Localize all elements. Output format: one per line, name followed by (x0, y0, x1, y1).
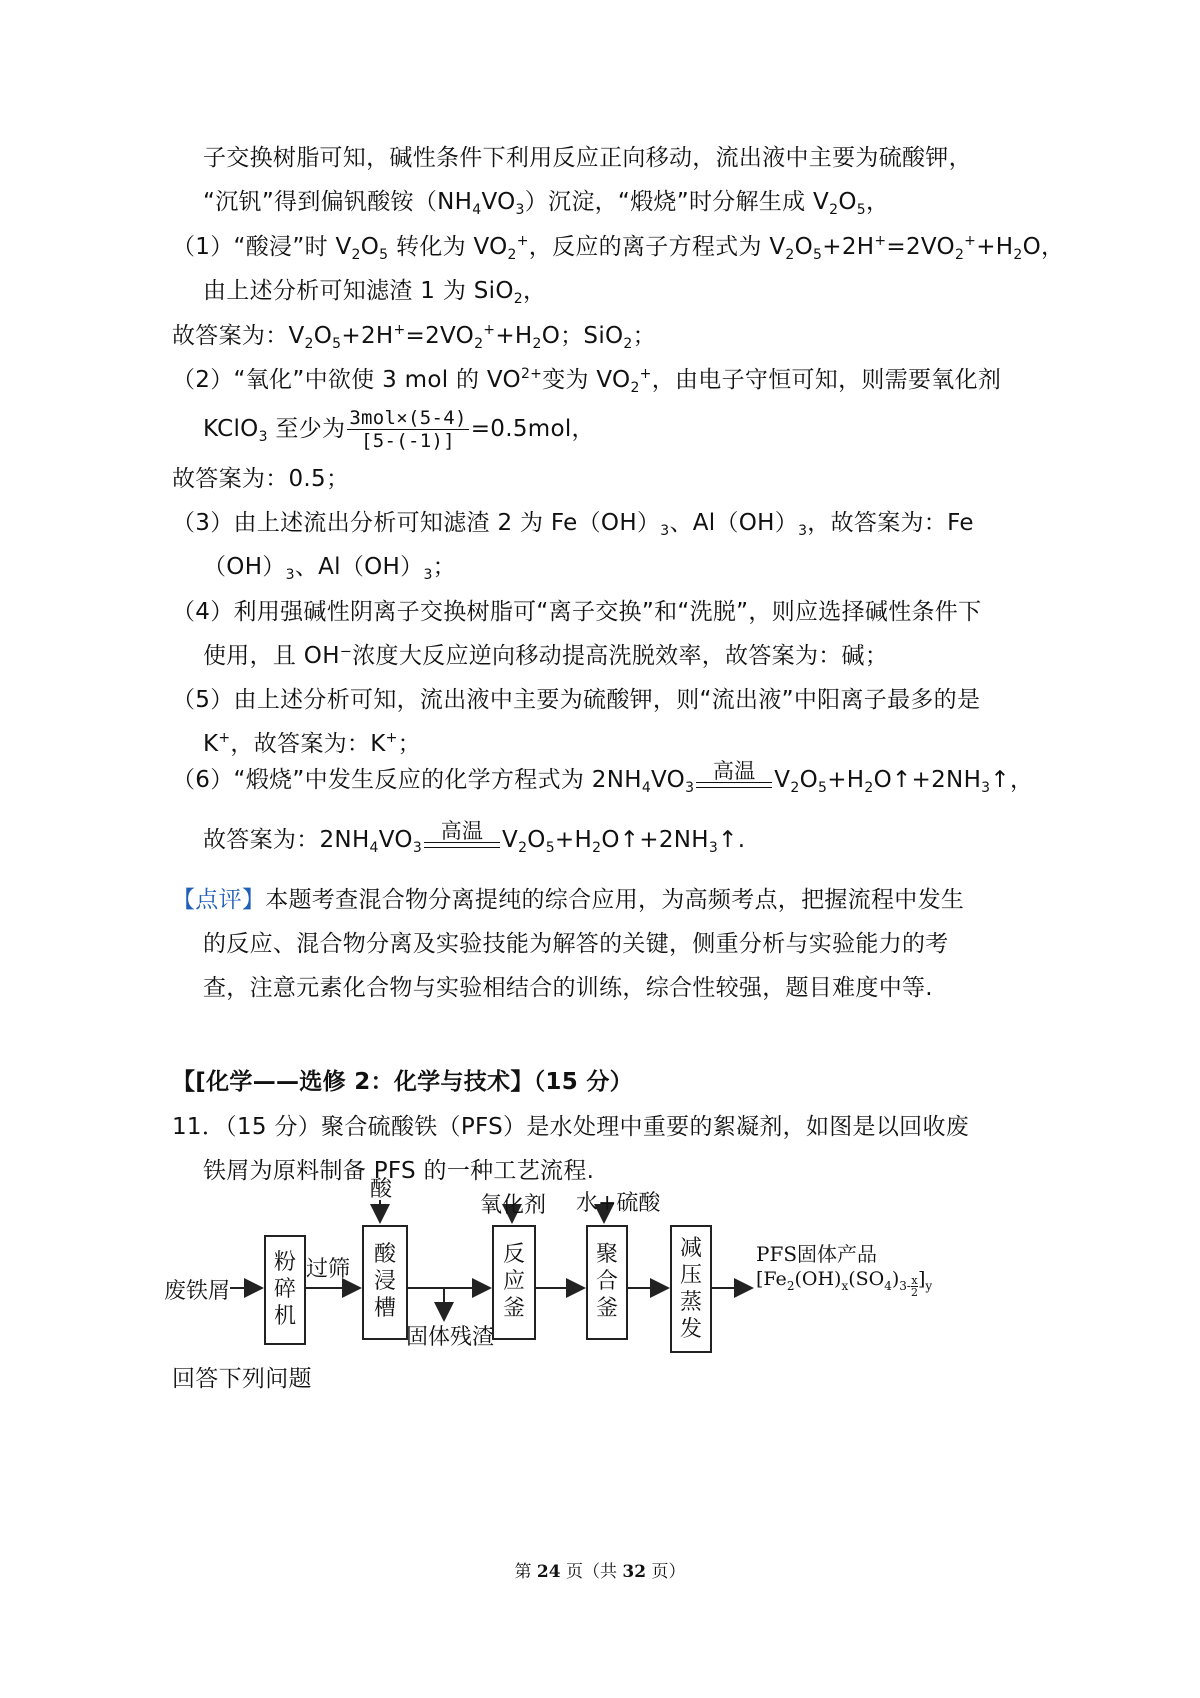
answer-q4-line1: （4）利用强碱性阴离子交换树脂可“离子交换”和“洗脱”，则应选择碱性条件下 (172, 599, 982, 625)
answer-q6-line1: （6）“煅烧”中发生反应的化学方程式为 $2NH_4VO_3$ 高温 $V_2O_5+H_2O↑+2NH_3↑$， (172, 759, 1034, 796)
answer-q1-line2: 由上述分析可知滤渣 1 为 SiO$_2$， (203, 278, 547, 307)
closing-prompt: 回答下列问题 (172, 1366, 312, 1392)
flow-oxidant-label: 氧化剂 (480, 1193, 547, 1218)
answer-q5-line1: （5）由上述分析可知，流出液中主要为硫酸钾，则“流出液”中阳离子最多的是 (172, 687, 981, 713)
flow-box-evaporator: 减压蒸发 (670, 1225, 712, 1353)
flow-product-label: PFS固体产品 (756, 1242, 878, 1266)
flow-residue-label: 固体残渣 (406, 1325, 495, 1350)
answer-q2-final: 故答案为：0.5； (172, 466, 350, 492)
flow-water-acid-label: 水+硫酸 (576, 1191, 661, 1216)
answer-q1-final: 故答案为：$V_2O_5+2H^+=2VO_2^++H_2O$；SiO$_2$； (172, 322, 656, 352)
flow-acid-label: 酸 (370, 1177, 393, 1202)
question-11-line2: 铁屑为原料制备 PFS 的一种工艺流程. (203, 1158, 595, 1184)
review-line1: 【点评】本题考查混合物分离提纯的综合应用，为高频考点，把握流程中发生 (172, 887, 965, 913)
review-tag: 【点评】 (172, 887, 266, 913)
answer-q3-line1: （3）由上述流出分析可知滤渣 2 为 $Fe(OH)_3$、$Al(OH)_3$，故答案为：Fe (172, 510, 974, 539)
electron-fraction: $\frac{\text{3mol×(5-4)}}{[5-(-1)]}$ (349, 407, 467, 452)
solution-intro-line2: “沉钒”得到偏钒酸铵$(NH_4VO_3)$沉淀，“煅烧”时分解生成 $V_2O_5$， (203, 189, 890, 218)
answer-q6-final: 故答案为：$2NH_4VO_3$ 高温 $V_2O_5+H_2O↑+2NH_3↑$. (203, 819, 746, 856)
flow-box-leaching-tank: 酸浸槽 (362, 1225, 408, 1340)
solution-intro-line1: 子交换树脂可知，碱性条件下利用反应正向移动，流出液中主要为硫酸钾， (203, 145, 972, 171)
page-footer: 第 24 页（共 32 页） (514, 1562, 686, 1582)
section-title: 【[化学——选修 2：化学与技术】（15 分） (172, 1069, 633, 1095)
process-flow-diagram (164, 1177, 1010, 1360)
flow-product-formula: [$Fe_2(OH)_x(SO_4)_{3- \frac{x}{2}}$ ]$_y$ (756, 1268, 933, 1299)
flow-input-label: 废铁屑 (164, 1279, 231, 1304)
reaction-condition-arrow: 高温 (424, 820, 500, 856)
answer-q5-line2: K+，故答案为：K+； (203, 730, 421, 757)
answer-q4-line2: 使用，且 OH⁻浓度大反应逆向移动提高洗脱效率，故答案为：碱； (203, 643, 889, 669)
reaction-condition-arrow: 高温 (696, 760, 772, 796)
answer-q2-line2: KClO$_3$ 至少为 $\frac{\text{3mol×(5-4)}}{[5-(-1)]}$ =0.5mol， (203, 407, 595, 452)
answer-q1-line1: （1）“酸浸”时 $V_2O_5$ 转化为 $VO_2^+$，反应的离子方程式为 $V_2O_5+2H^+=2VO_2^++H_2O$， (172, 233, 1065, 263)
review-line3: 查，注意元素化合物与实验相结合的训练，综合性较强，题目难度中等. (203, 975, 933, 1001)
review-line2: 的反应、混合物分离及实验技能为解答的关键，侧重分析与实验能力的考 (203, 931, 949, 957)
flow-sieve-label: 过筛 (306, 1257, 351, 1282)
answer-q3-line2: $(OH)_3$、$Al(OH)_3$； (203, 554, 456, 583)
answer-q2-line1: （2）“氧化”中欲使 3 mol 的 $VO^{2+}$变为 $VO_2^+$，由电子守恒可知，则需要氧化剂 (172, 366, 1002, 396)
flow-box-polymerizer: 聚合釜 (586, 1225, 628, 1340)
flow-box-crusher: 粉碎机 (264, 1235, 306, 1345)
flow-box-reactor: 反应釜 (492, 1225, 536, 1340)
question-11-line1: 11．（15 分）聚合硫酸铁（PFS）是水处理中重要的絮凝剂，如图是以回收废 (172, 1114, 970, 1140)
